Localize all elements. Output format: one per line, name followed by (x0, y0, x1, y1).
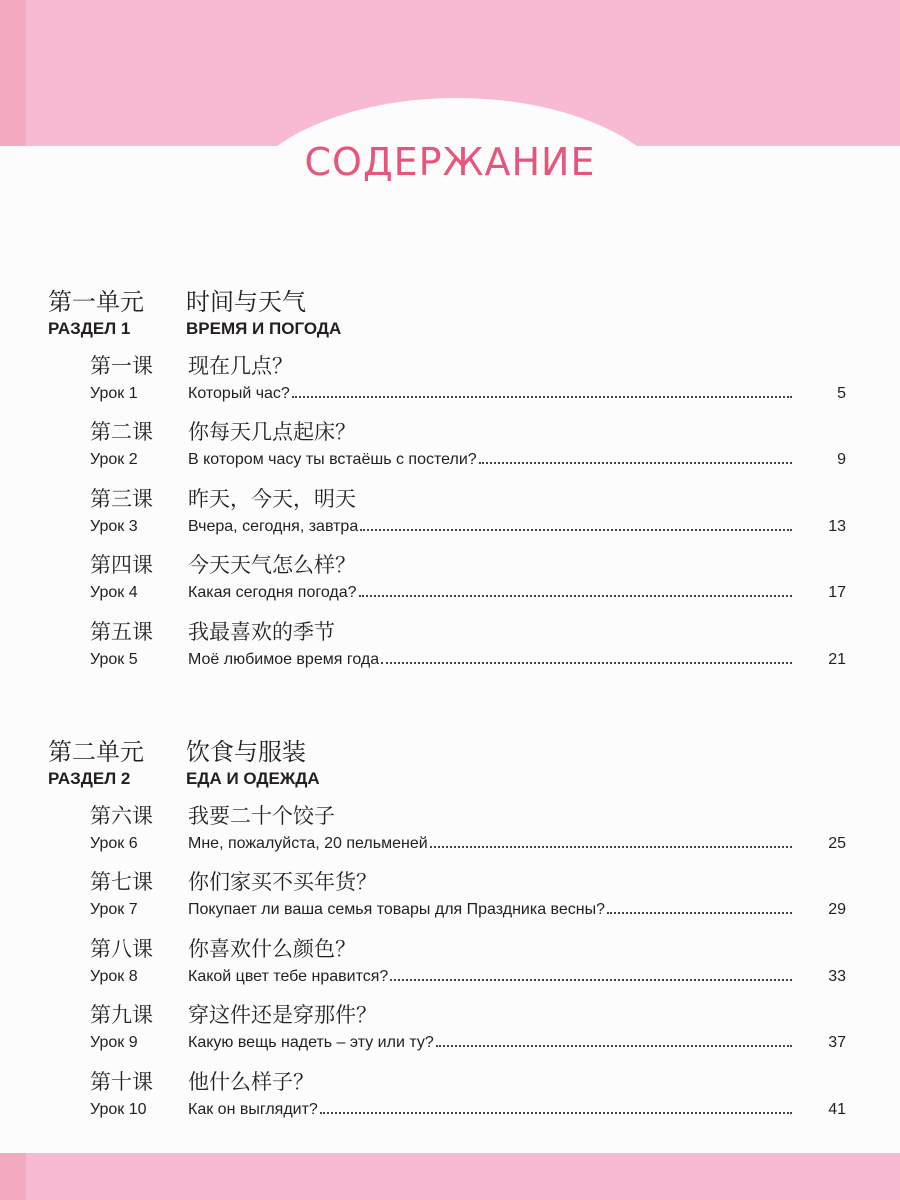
unit-zh-label: 第二单元 (48, 738, 144, 766)
lesson-ru-label: Урок 7 (90, 901, 138, 919)
dot-leader (320, 1112, 792, 1114)
lesson-ru-label: Урок 8 (90, 967, 138, 985)
page-number: 25 (828, 835, 846, 852)
page-number: 29 (828, 901, 846, 919)
toc-entry[interactable] (90, 549, 846, 602)
page-number: 37 (828, 1034, 846, 1052)
unit-zh-label: 第一单元 (48, 288, 144, 316)
dot-leader (436, 1045, 792, 1047)
dot-leader (430, 846, 792, 848)
unit-ru-label: РАЗДЕЛ 1 (48, 319, 131, 338)
unit-zh-title: 饮食与服装 (186, 738, 306, 766)
footer-band (0, 1153, 900, 1200)
page-number: 33 (828, 967, 846, 985)
lesson-zh-title: 穿这件还是穿那件？ (188, 1003, 377, 1028)
toc-entry[interactable] (90, 800, 846, 853)
lesson-zh-label: 第九课 (90, 1003, 153, 1028)
unit-heading (48, 732, 848, 789)
dot-leader (359, 595, 792, 597)
lesson-ru-label: Урок 9 (90, 1034, 138, 1052)
toc-entry[interactable] (90, 999, 846, 1052)
unit-ru-label: РАЗДЕЛ 2 (48, 769, 131, 788)
unit-ru-title: ВРЕМЯ И ПОГОДА (186, 319, 342, 338)
lesson-zh-label: 第四课 (90, 553, 153, 578)
lesson-zh-title: 今天天气怎么样？ (188, 553, 356, 578)
lesson-zh-label: 第七课 (90, 870, 153, 895)
lesson-zh-title: 昨天，今天，明天 (188, 486, 356, 511)
toc-entry[interactable] (90, 933, 846, 986)
dot-leader (292, 396, 792, 398)
page-number: 21 (828, 650, 846, 668)
lesson-zh-label: 第八课 (90, 936, 153, 961)
lesson-ru-title: Какой цвет тебе нравится? (188, 967, 389, 985)
lesson-zh-label: 第五课 (90, 619, 153, 644)
lesson-zh-title: 我要二十个饺子 (188, 804, 335, 828)
lesson-ru-title: Покупает ли ваша семья товары для Праздника весны? (188, 901, 605, 919)
lesson-ru-label: Урок 4 (90, 584, 138, 602)
lesson-ru-title: Как он выглядит? (188, 1100, 318, 1118)
lesson-zh-title: 你每天几点起床？ (188, 420, 356, 445)
lesson-ru-label: Урок 3 (90, 517, 138, 535)
toc-entry[interactable] (90, 483, 846, 536)
page-number: 17 (828, 584, 846, 602)
lesson-ru-label: Урок 6 (90, 835, 138, 852)
toc-entry[interactable] (90, 616, 846, 669)
page-number: 5 (837, 385, 846, 402)
lesson-ru-title: Вчера, сегодня, завтра (188, 517, 359, 535)
toc-entry[interactable] (90, 1066, 846, 1119)
page-number: 41 (828, 1100, 846, 1118)
lesson-zh-title: 他什么样子？ (188, 1069, 314, 1094)
lesson-ru-label: Урок 1 (90, 385, 138, 402)
lesson-ru-title: Какую вещь надеть – эту или ту? (188, 1034, 434, 1052)
page-title: СОДЕРЖАНИЕ (304, 140, 596, 184)
toc-entry[interactable] (90, 416, 846, 469)
lesson-zh-title: 你喜欢什么颜色？ (188, 936, 356, 961)
unit-heading (48, 282, 848, 339)
dot-leader (607, 912, 792, 914)
lesson-ru-title: В котором часу ты встаёшь с постели? (188, 451, 477, 469)
lesson-ru-title: Какая сегодня погода? (188, 584, 357, 602)
lesson-zh-label: 第十课 (90, 1069, 153, 1094)
lesson-zh-title: 我最喜欢的季节 (188, 619, 335, 644)
lesson-zh-title: 你们家买不买年货？ (188, 870, 377, 895)
unit-zh-title: 时间与天气 (186, 288, 306, 316)
unit-ru-title: ЕДА И ОДЕЖДА (186, 769, 320, 788)
lesson-zh-label: 第六课 (90, 804, 153, 828)
lesson-ru-title: Моё любимое время года (188, 650, 380, 668)
page-number: 9 (837, 451, 846, 469)
toc-entry[interactable] (90, 866, 846, 919)
dot-leader (360, 529, 792, 531)
page-edge (0, 1153, 26, 1200)
lesson-zh-label: 第一课 (90, 354, 153, 378)
lesson-zh-label: 第二课 (90, 420, 153, 445)
lesson-zh-label: 第三课 (90, 486, 153, 511)
page-edge (0, 0, 26, 146)
dot-leader (390, 979, 792, 981)
lesson-ru-label: Урок 5 (90, 650, 138, 668)
lesson-ru-title: Мне, пожалуйста, 20 пельменей (188, 835, 428, 852)
dot-leader (479, 462, 792, 464)
dot-leader (381, 662, 792, 664)
toc-entry[interactable] (90, 350, 846, 403)
lesson-ru-title: Который час? (188, 385, 290, 402)
page-number: 13 (828, 517, 846, 535)
lesson-ru-label: Урок 10 (90, 1100, 147, 1118)
lesson-zh-title: 现在几点？ (188, 354, 293, 378)
lesson-ru-label: Урок 2 (90, 451, 138, 469)
